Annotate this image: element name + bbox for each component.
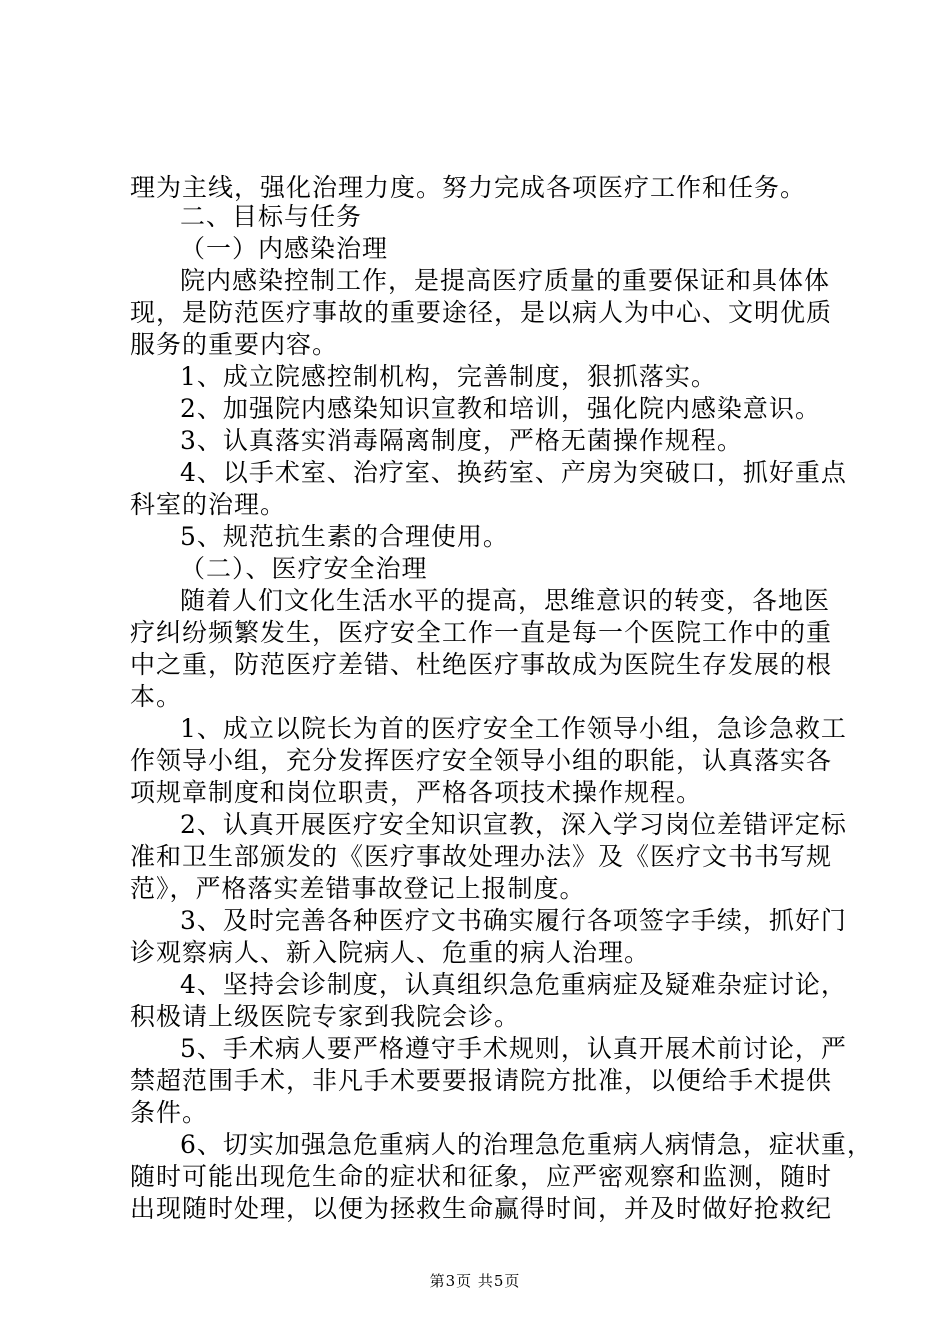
text-line: 1、成立以院长为首的医疗安全工作领导小组，急诊急救工 (180, 714, 847, 743)
text-line: 3、及时完善各种医疗文书确实履行各项签字手续，抓好门 (180, 906, 847, 935)
text-line: 作领导小组，充分发挥医疗安全领导小组的职能，认真落实各 (130, 746, 833, 775)
text-line: 3、认真落实消毒隔离制度，严格无菌操作规程。 (180, 426, 743, 455)
page-footer: 第3页 共5页 (429, 1272, 521, 1290)
text-line: 疗纠纷频繁发生，医疗安全工作一直是每一个医院工作中的重 (130, 618, 833, 647)
text-line: 随时可能出现危生命的症状和征象，应严密观察和监测，随时 (130, 1162, 833, 1191)
text-line: 中之重，防范医疗差错、杜绝医疗事故成为医院生存发展的根 (130, 650, 833, 679)
text-line: 积极请上级医院专家到我院会诊。 (130, 1002, 521, 1031)
text-line: 二、目标与任务 (180, 202, 363, 231)
text-line: 理为主线，强化治理力度。努力完成各项医疗工作和任务。 (130, 173, 807, 202)
text-line: 本。 (130, 682, 183, 711)
text-line: 1、成立院感控制机构，完善制度，狠抓落实。 (180, 362, 717, 391)
text-line: （一）内感染治理 (180, 234, 389, 263)
text-line: 服务的重要内容。 (130, 330, 339, 359)
text-line: 4、以手术室、治疗室、换药室、产房为突破口，抓好重点 (180, 458, 847, 487)
text-line: 院内感染控制工作，是提高医疗质量的重要保证和具体体 (180, 266, 831, 295)
text-line: 准和卫生部颁发的《医疗事故处理办法》及《医疗文书书写规 (130, 842, 833, 871)
text-line: 禁超范围手术，非凡手术要要报请院方批准，以便给手术提供 (130, 1066, 833, 1095)
text-line: 随着人们文化生活水平的提高，思维意识的转变，各地医 (180, 586, 831, 615)
text-line: 条件。 (130, 1098, 209, 1127)
text-line: 4、坚持会诊制度，认真组织急危重病症及疑难杂症讨论， (180, 970, 847, 999)
text-line: 5、手术病人要严格遵守手术规则，认真开展术前讨论，严 (180, 1034, 847, 1063)
text-line: 5、规范抗生素的合理使用。 (180, 522, 509, 551)
text-line: 科室的治理。 (130, 490, 287, 519)
text-line: 诊观察病人、新入院病人、危重的病人治理。 (130, 938, 651, 967)
text-line: 范》，严格落实差错事故登记上报制度。 (130, 874, 586, 903)
text-line: （二）、医疗安全治理 (180, 554, 428, 583)
text-line: 出现随时处理，以便为拯救生命赢得时间，并及时做好抢救纪 (130, 1194, 833, 1223)
text-line: 2、认真开展医疗安全知识宣教，深入学习岗位差错评定标 (180, 810, 847, 839)
text-line: 项规章制度和岗位职责，严格各项技术操作规程。 (130, 778, 703, 807)
text-line: 6、切实加强急危重病人的治理急危重病人病情急，症状重， (180, 1130, 873, 1159)
text-line: 2、加强院内感染知识宣教和培训，强化院内感染意识。 (180, 394, 821, 423)
text-line: 现，是防范医疗事故的重要途径，是以病人为中心、文明优质 (130, 298, 833, 327)
